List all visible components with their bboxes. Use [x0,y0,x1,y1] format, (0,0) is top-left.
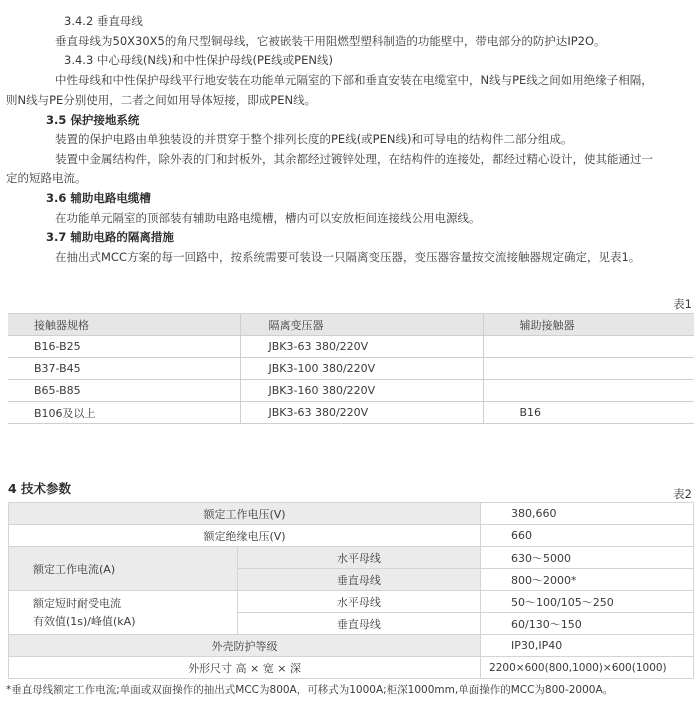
table-row [9,503,694,525]
param-sublabel: 垂直母线 [237,613,480,635]
short-time-label-line-1: 额定短时耐受电流 [33,596,121,610]
table-header-cell: 辅助接触器 [483,314,694,336]
table-cell: JBK3-63 380/220V [240,336,483,358]
section-3-7-title: 3.7 辅助电路的隔离措施 [46,230,174,244]
table-row [8,358,694,380]
table-cell: B65-B85 [8,380,240,402]
table-header-row [8,314,694,336]
table2-caption: 表2 [673,487,692,501]
param-value: 50～100/105～250 [481,591,694,613]
section-3-4-3-title: 3.4.3 中心母线(N线)和中性保护母线(PE线或PEN线) [64,53,333,67]
footnote: *垂直母线额定工作电流;单面或双面操作的抽出式MCC为800A，可移式为1000A;柜深1000mm,单面操作的MCC为800-2000A。 [6,684,614,696]
section-3-5-body-2b: 定的短路电流。 [6,171,87,185]
table-cell [483,358,694,380]
param-value: 660 [481,525,694,547]
table-cell [483,336,694,358]
param-value: 2200×600(800,1000)×600(1000) [481,657,694,679]
param-value: 630～5000 [481,547,694,569]
param-sublabel: 垂直母线 [237,569,480,591]
table-row [9,525,694,547]
table-cell: B16-B25 [8,336,240,358]
section-3-6-title: 3.6 辅助电路电缆槽 [46,191,151,205]
table-row [8,402,694,424]
param-label: 额定工作电流(A) [9,547,238,591]
table-header-cell: 接触器规格 [8,314,240,336]
table-row [9,547,694,569]
param-value: 380,660 [481,503,694,525]
param-label: 外壳防护等级 [9,635,481,657]
section-3-5-body-2a: 装置中金属结构件，除外表的门和封板外，其余都经过镀锌处理，在结构件的连接处，都经过精心设计，使其能通过一 [55,152,653,166]
table-row [8,380,694,402]
table-cell: B37-B45 [8,358,240,380]
table-row [9,635,694,657]
table-cell: JBK3-160 380/220V [240,380,483,402]
section-3-5-title: 3.5 保护接地系统 [46,113,140,127]
param-label [9,591,238,635]
section-3-4-2-title: 3.4.2 垂直母线 [64,14,143,28]
table-row [8,336,694,358]
section-3-4-2-body: 垂直母线为50X30X5的角尺型铜母线，它被嵌装干用阻燃型塑科制造的功能壁中，带电部分的防护达IP2O。 [55,34,606,48]
contactor-table [8,313,694,424]
table1-caption: 表1 [673,297,692,311]
technical-params-table [8,502,694,679]
section-3-6-body: 在功能单元隔室的顶部装有辅助电路电缆槽，槽内可以安放柜间连接线公用电源线。 [55,211,481,225]
short-time-label-line-2: 有效值(1s)/峰值(kA) [33,614,136,628]
section-4-title: 4 技术参数 [8,481,72,496]
table-header-cell: 隔离变压器 [240,314,483,336]
section-3-4-3-body-2: 则N线与PE分别使用，二者之间如用导体短接，即成PEN线。 [6,93,317,107]
table-cell: B106及以上 [8,402,240,424]
param-value: 800～2000* [481,569,694,591]
table-cell: JBK3-63 380/220V [240,402,483,424]
table-cell: JBK3-100 380/220V [240,358,483,380]
param-sublabel: 水平母线 [237,591,480,613]
param-label: 外形尺寸 高 × 宽 × 深 [9,657,481,679]
table-cell: B16 [483,402,694,424]
param-value: 60/130～150 [481,613,694,635]
section-3-7-body: 在抽出式MCC方案的每一回路中，按系统需要可装设一只隔离变压器，变压器容量按交流接触器规定确定，见表1。 [55,250,641,264]
param-value: IP30,IP40 [481,635,694,657]
table-row [9,657,694,679]
table-row [9,591,694,613]
section-3-5-body-1: 装置的保护电路由单独装设的并贯穿于整个排列长度的PE线(或PEN线)和可导电的结构件二部分组成。 [55,132,573,146]
param-sublabel: 水平母线 [237,547,480,569]
section-3-4-3-body-1: 中性母线和中性保护母线平行地安装在功能单元隔室的下部和垂直安装在电缆室中，N线与PE线之间如用绝缘子相隔， [55,73,653,87]
param-label: 额定工作电压(V) [9,503,481,525]
table-cell [483,380,694,402]
param-label: 额定绝缘电压(V) [9,525,481,547]
